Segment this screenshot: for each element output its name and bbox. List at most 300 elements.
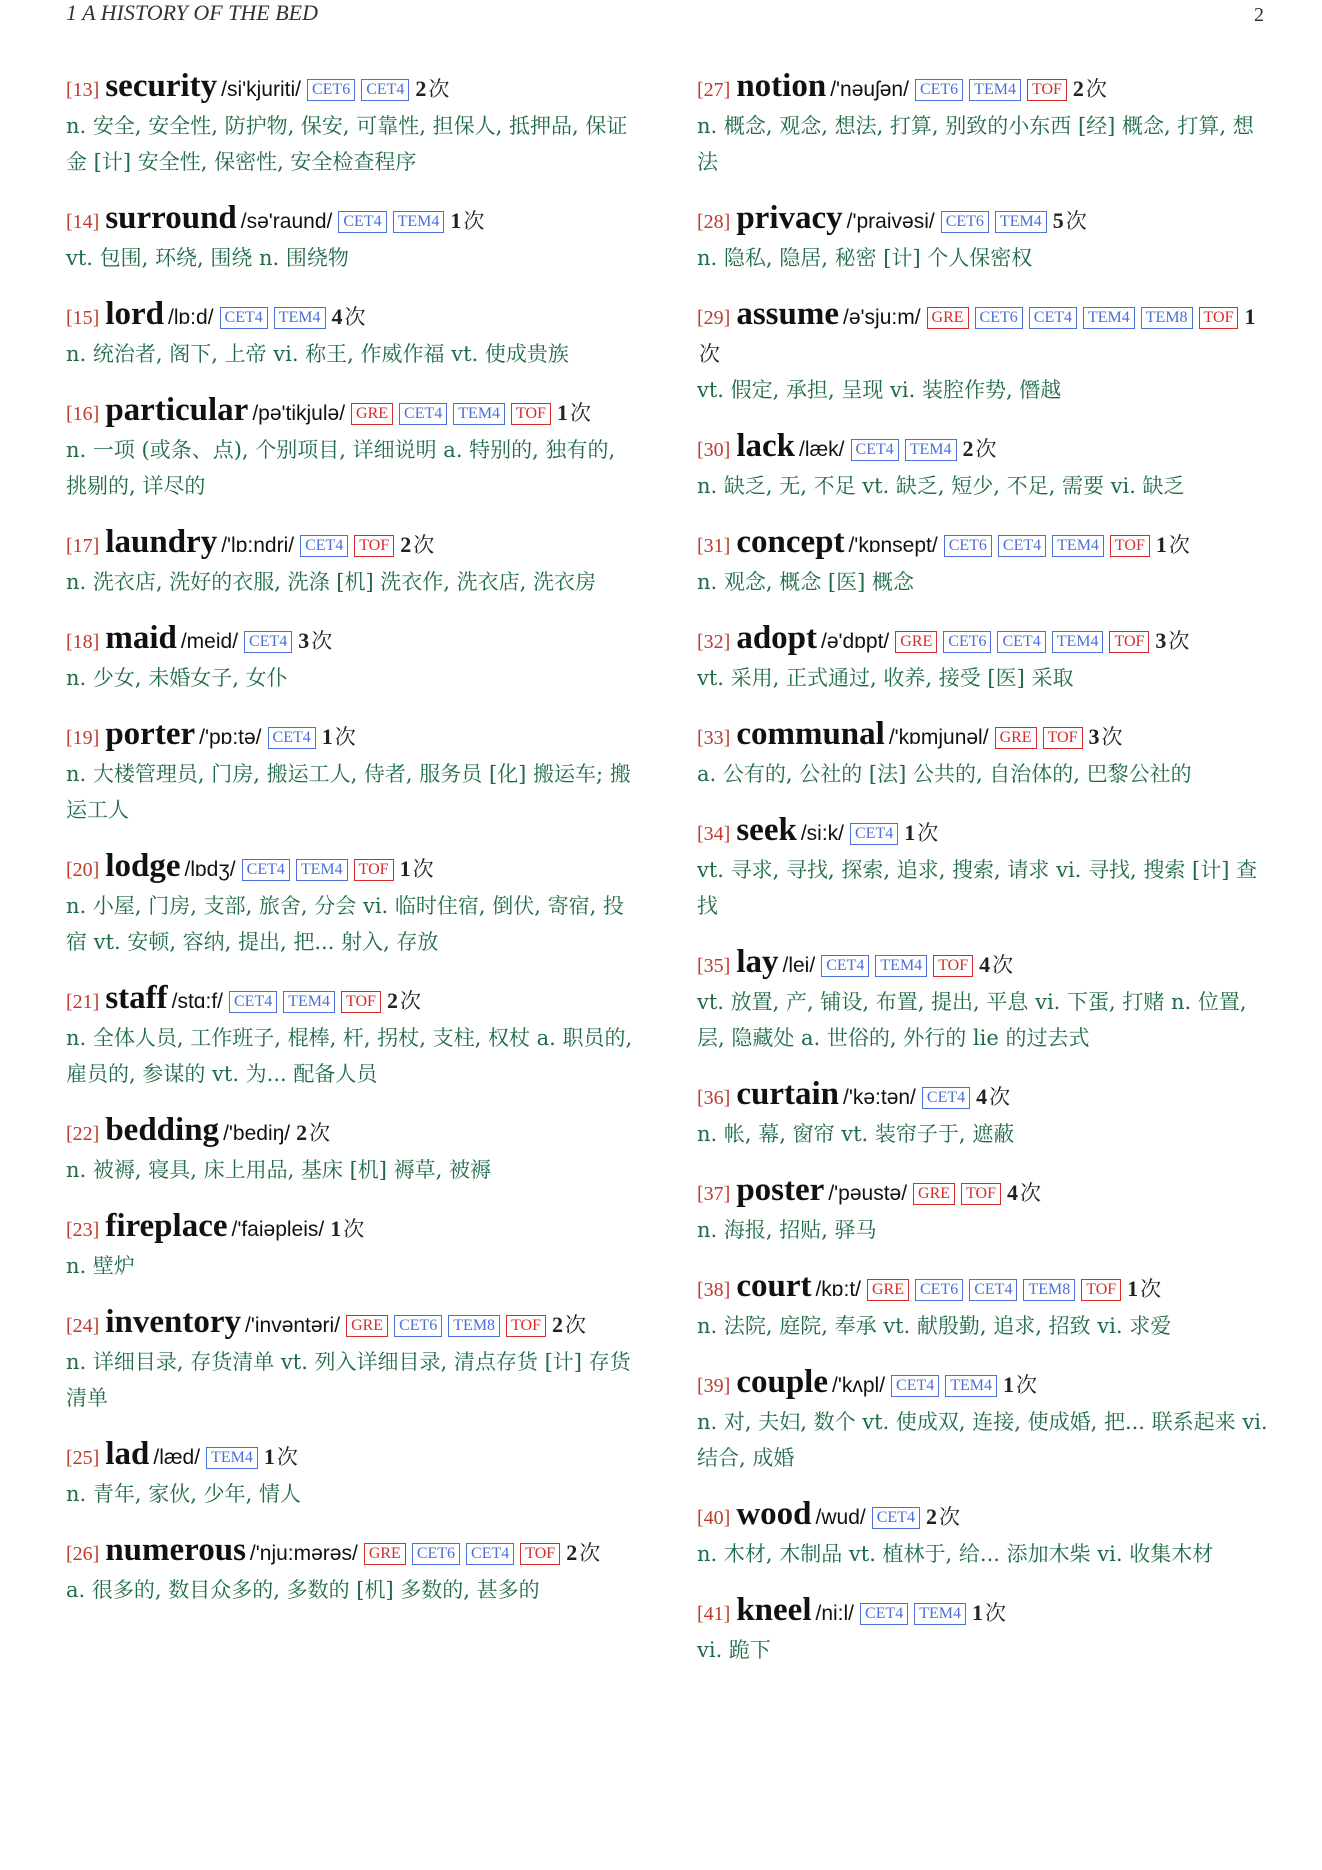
exam-tag: CET4 [399, 403, 447, 425]
vocab-entry [697, 1496, 1273, 1572]
headword: adopt [736, 620, 818, 656]
vocab-entry [697, 620, 1273, 696]
exam-tag: CET6 [915, 1279, 963, 1301]
headword: lodge [105, 848, 181, 884]
definition: vi. 跪下 [697, 1638, 771, 1662]
definition: n. 帐, 幕, 窗帘 vt. 装帘子于, 遮蔽 [697, 1122, 1015, 1146]
definition: n. 全体人员, 工作班子, 棍棒, 杆, 拐杖, 支柱, 权杖 a. 职员的, 雇员的, 参谋的 vt. 为... 配备人员 [66, 1026, 633, 1086]
exam-tag: CET4 [244, 631, 292, 653]
phonetic: /'nəuʃən/ [830, 78, 909, 101]
exam-tag: GRE [867, 1279, 909, 1301]
entry-headline [66, 1304, 638, 1344]
frequency-count: 1 [1127, 1276, 1139, 1301]
vocab-entry [697, 524, 1273, 600]
definition: vt. 放置, 产, 铺设, 布置, 提出, 平息 vi. 下蛋, 打赌 n. 位置, 层, 隐藏处 a. 世俗的, 外行的 lie 的过去式 [697, 990, 1247, 1050]
frequency-count: 1 [263, 1444, 275, 1469]
vocab-entry [697, 944, 1273, 1056]
exam-tag: TEM4 [945, 1375, 997, 1397]
frequency-unit: 次 [699, 342, 720, 366]
definition: n. 缺乏, 无, 不足 vt. 缺乏, 短少, 不足, 需要 vi. 缺乏 [697, 474, 1185, 498]
entry-headline [66, 200, 638, 240]
exam-tag: CET4 [220, 307, 268, 329]
phonetic: /lɒdʒ/ [184, 858, 236, 881]
entry-number: [40] [697, 1507, 731, 1529]
phonetic: /'pəustə/ [828, 1182, 908, 1205]
exam-tag: TEM8 [1023, 1279, 1075, 1301]
definition: n. 海报, 招贴, 驿马 [697, 1218, 877, 1242]
vocab-entry [697, 812, 1273, 924]
entry-headline [66, 68, 638, 108]
entry-number: [20] [66, 859, 100, 881]
entry-headline [697, 428, 1273, 468]
entry-number: [27] [697, 79, 731, 101]
entry-number: [35] [697, 955, 731, 977]
frequency-count: 2 [1072, 76, 1084, 101]
definition: n. 详细目录, 存货清单 vt. 列入详细目录, 清点存货 [计] 存货清单 [66, 1350, 631, 1410]
phonetic: /meid/ [180, 630, 239, 653]
frequency-unit: 次 [1101, 725, 1123, 749]
exam-tag: GRE [351, 403, 393, 425]
exam-tag: TOF [1081, 1279, 1121, 1301]
entry-headline [66, 1436, 638, 1476]
frequency-count: 3 [1155, 628, 1167, 653]
entry-number: [19] [66, 727, 100, 749]
exam-tag: GRE [346, 1315, 388, 1337]
entry-number: [31] [697, 535, 731, 557]
exam-tag: TOF [933, 955, 973, 977]
vocab-entry [697, 428, 1273, 504]
phonetic: /læd/ [153, 1446, 201, 1469]
entry-number: [36] [697, 1087, 731, 1109]
headword: assume [736, 296, 840, 332]
entry-number: [32] [697, 631, 731, 653]
frequency-unit: 次 [1085, 77, 1107, 101]
vocab-entry [66, 980, 638, 1092]
entry-number: [37] [697, 1183, 731, 1205]
phonetic: /'faiəpleis/ [231, 1218, 325, 1241]
phonetic: /'kʌpl/ [832, 1374, 886, 1397]
exam-tag: TOF [961, 1183, 1001, 1205]
frequency-unit: 次 [989, 1085, 1011, 1109]
exam-tag: TEM4 [875, 955, 927, 977]
entry-number: [38] [697, 1279, 731, 1301]
definition: n. 统治者, 阁下, 上帝 vi. 称王, 作威作福 vt. 使成贵族 [66, 342, 569, 366]
headword: wood [736, 1496, 812, 1532]
frequency-count: 2 [925, 1504, 937, 1529]
entry-number: [18] [66, 631, 100, 653]
frequency-count: 2 [296, 1120, 308, 1145]
headword: poster [736, 1172, 825, 1208]
entry-headline [697, 200, 1273, 240]
vocab-entry [697, 200, 1273, 276]
headword: court [736, 1268, 812, 1304]
phonetic: /'invəntəri/ [245, 1314, 341, 1337]
entry-number: [39] [697, 1375, 731, 1397]
entry-number: [23] [66, 1219, 100, 1241]
frequency-count: 2 [552, 1312, 563, 1337]
phonetic: /pə'tikjulə/ [252, 402, 346, 425]
exam-tag: TOF [511, 403, 551, 425]
headword: particular [105, 392, 249, 428]
exam-tag: CET4 [268, 727, 316, 749]
entry-number: [29] [697, 307, 731, 329]
definition: n. 洗衣店, 洗好的衣服, 洗涤 [机] 洗衣作, 洗衣店, 洗衣房 [66, 570, 597, 594]
entry-headline [66, 716, 638, 756]
frequency-count: 1 [904, 820, 916, 845]
entry-number: [22] [66, 1123, 100, 1145]
definition: n. 小屋, 门房, 支部, 旅舍, 分会 vi. 临时住宿, 倒伏, 寄宿, 投宿 vt. 安顿, 容纳, 提出, 把... 射入, 存放 [66, 894, 624, 954]
vocab-entry [66, 68, 638, 180]
exam-tag: TEM4 [453, 403, 505, 425]
frequency-count: 1 [1003, 1372, 1015, 1397]
headword: security [105, 68, 218, 104]
headword: notion [736, 68, 827, 104]
entry-headline [697, 812, 1273, 852]
exam-tag: CET4 [969, 1279, 1017, 1301]
headword: privacy [736, 200, 843, 236]
frequency-unit: 次 [343, 1217, 365, 1241]
entry-number: [25] [66, 1447, 100, 1469]
vocab-entry [697, 716, 1273, 792]
entry-headline [697, 1268, 1273, 1308]
exam-tag: TEM4 [1052, 535, 1104, 557]
frequency-unit: 次 [992, 953, 1014, 977]
frequency-count: 1 [450, 208, 462, 233]
entry-number: [21] [66, 991, 100, 1013]
frequency-unit: 次 [985, 1601, 1007, 1625]
phonetic: /kɒ:t/ [815, 1278, 861, 1301]
entry-headline [697, 1172, 1273, 1212]
exam-tag: TOF [1110, 535, 1150, 557]
frequency-unit: 次 [463, 209, 485, 233]
definition: n. 一项 (或条、点), 个别项目, 详细说明 a. 特别的, 独有的, 挑剔的, 详尽的 [66, 438, 616, 498]
headword: laundry [105, 524, 218, 560]
entry-headline [66, 1208, 638, 1248]
entry-headline [697, 620, 1273, 660]
phonetic: /lɒ:d/ [168, 306, 214, 329]
exam-tag: CET4 [860, 1603, 908, 1625]
exam-tag: CET4 [300, 535, 348, 557]
definition: n. 法院, 庭院, 奉承 vt. 献殷勤, 追求, 招致 vi. 求爱 [697, 1314, 1172, 1338]
vocab-entry [697, 1172, 1273, 1248]
definition: n. 被褥, 寝具, 床上用品, 基床 [机] 褥草, 被褥 [66, 1158, 492, 1182]
entry-headline [697, 1364, 1273, 1404]
vocab-entry [66, 1532, 638, 1608]
frequency-unit: 次 [1140, 1277, 1162, 1301]
headword: seek [736, 812, 797, 848]
headword: lord [105, 296, 164, 332]
frequency-unit: 次 [1168, 533, 1190, 557]
exam-tag: TEM4 [274, 307, 326, 329]
frequency-count: 1 [1155, 532, 1167, 557]
frequency-unit: 次 [276, 1445, 298, 1469]
frequency-unit: 次 [1016, 1373, 1038, 1397]
definition: vt. 寻求, 寻找, 探索, 追求, 搜索, 请求 vi. 寻找, 搜索 [计] 查找 [697, 858, 1258, 918]
definition: a. 公有的, 公社的 [法] 公共的, 自治体的, 巴黎公社的 [697, 762, 1192, 786]
frequency-unit: 次 [309, 1121, 331, 1145]
exam-tag: CET6 [412, 1543, 460, 1565]
frequency-unit: 次 [569, 401, 591, 425]
exam-tag: GRE [364, 1543, 406, 1565]
headword: lay [736, 944, 779, 980]
entry-number: [26] [66, 1543, 100, 1565]
frequency-count: 2 [386, 988, 398, 1013]
headword: concept [736, 524, 845, 560]
entry-headline [697, 716, 1273, 756]
frequency-count: 4 [976, 1084, 988, 1109]
exam-tag: CET6 [915, 79, 963, 101]
frequency-unit: 次 [412, 857, 434, 881]
exam-tag: TEM8 [1141, 307, 1193, 329]
frequency-count: 2 [415, 76, 427, 101]
exam-tag: CET6 [941, 211, 989, 233]
phonetic: /'bediŋ/ [223, 1122, 291, 1145]
phonetic: /læk/ [799, 438, 845, 461]
exam-tag: TEM4 [905, 439, 957, 461]
entry-headline [66, 980, 638, 1020]
frequency-count: 1 [330, 1216, 342, 1241]
phonetic: /lei/ [782, 954, 816, 977]
vocab-entry [66, 392, 638, 504]
exam-tag: CET4 [851, 439, 899, 461]
headword: inventory [105, 1304, 241, 1340]
phonetic: /ə'sju:m/ [843, 306, 921, 329]
frequency-unit: 次 [413, 533, 435, 557]
phonetic: /'praivəsi/ [846, 210, 935, 233]
entry-headline [697, 944, 1273, 984]
exam-tag: TEM4 [914, 1603, 966, 1625]
entry-headline [66, 620, 638, 660]
exam-tag: CET4 [361, 79, 409, 101]
frequency-unit: 次 [399, 989, 421, 1013]
definition: vt. 包围, 环绕, 围绕 n. 围绕物 [66, 246, 349, 270]
phonetic: /ni:l/ [815, 1602, 855, 1625]
definition: n. 观念, 概念 [医] 概念 [697, 570, 914, 594]
definition: a. 很多的, 数目众多的, 多数的 [机] 多数的, 甚多的 [66, 1578, 540, 1602]
exam-tag: GRE [927, 307, 969, 329]
exam-tag: CET4 [891, 1375, 939, 1397]
entry-number: [30] [697, 439, 731, 461]
phonetic: /stɑ:f/ [171, 990, 223, 1013]
vocab-entry [66, 1304, 638, 1416]
exam-tag: TEM4 [296, 859, 348, 881]
exam-tag: TEM4 [969, 79, 1021, 101]
frequency-count: 1 [972, 1600, 984, 1625]
frequency-unit: 次 [579, 1541, 601, 1565]
vocab-entry [66, 200, 638, 276]
exam-tag: CET4 [1029, 307, 1077, 329]
page-number: 2 [1254, 4, 1264, 26]
exam-tag: CET4 [466, 1543, 514, 1565]
frequency-unit: 次 [344, 305, 366, 329]
phonetic: /si'kjuriti/ [221, 78, 301, 101]
frequency-count: 1 [556, 400, 568, 425]
frequency-unit: 次 [428, 77, 450, 101]
definition: n. 壁炉 [66, 1254, 135, 1278]
frequency-count: 2 [400, 532, 412, 557]
entry-number: [28] [697, 211, 731, 233]
running-title: 1 A HISTORY OF THE BED [66, 0, 319, 25]
vocab-entry [697, 296, 1273, 408]
exam-tag: CET4 [922, 1087, 970, 1109]
headword: maid [105, 620, 177, 656]
frequency-count: 2 [566, 1540, 578, 1565]
definition: n. 安全, 安全性, 防护物, 保安, 可靠性, 担保人, 抵押品, 保证金 [计] 安全性, 保密性, 安全检查程序 [66, 114, 628, 174]
definition: n. 木材, 木制品 vt. 植林于, 给... 添加木柴 vi. 收集木材 [697, 1542, 1214, 1566]
frequency-count: 4 [979, 952, 991, 977]
exam-tag: CET4 [242, 859, 290, 881]
exam-tag: TEM8 [448, 1315, 500, 1337]
vocab-entry [697, 1364, 1273, 1476]
exam-tag: CET6 [943, 631, 991, 653]
exam-tag: CET4 [850, 823, 898, 845]
vocab-entry [66, 1208, 638, 1284]
headword: porter [105, 716, 196, 752]
frequency-count: 1 [1244, 304, 1256, 329]
exam-tag: TOF [1199, 307, 1239, 329]
vocab-entry [66, 848, 638, 960]
entry-number: [15] [66, 307, 100, 329]
frequency-unit: 次 [1168, 629, 1190, 653]
vocab-entry [697, 68, 1273, 180]
entry-number: [24] [66, 1315, 100, 1337]
phonetic: /'pɒ:tə/ [199, 726, 262, 749]
headword: lack [736, 428, 795, 464]
exam-tag: CET4 [997, 631, 1045, 653]
vocab-entry [66, 620, 638, 696]
definition: vt. 假定, 承担, 呈现 vi. 装腔作势, 僭越 [697, 378, 1062, 402]
entry-number: [13] [66, 79, 100, 101]
entry-headline [697, 296, 1273, 372]
phonetic: /'nju:mərəs/ [249, 1542, 358, 1565]
frequency-unit: 次 [311, 629, 333, 653]
entry-number: [34] [697, 823, 731, 845]
exam-tag: TOF [1043, 727, 1083, 749]
definition: n. 少女, 未婚女子, 女仆 [66, 666, 288, 690]
entry-headline [66, 296, 638, 336]
headword: surround [105, 200, 237, 236]
frequency-count: 1 [399, 856, 411, 881]
definition: n. 青年, 家伙, 少年, 情人 [66, 1482, 301, 1506]
exam-tag: TOF [354, 535, 394, 557]
phonetic: /'kɒnsept/ [848, 534, 938, 557]
exam-tag: GRE [913, 1183, 955, 1205]
entry-headline [697, 524, 1273, 564]
headword: couple [736, 1364, 828, 1400]
exam-tag: CET4 [338, 211, 386, 233]
exam-tag: TOF [520, 1543, 560, 1565]
exam-tag: CET6 [975, 307, 1023, 329]
entry-headline [66, 1532, 638, 1572]
headword: numerous [105, 1532, 246, 1568]
exam-tag: TEM4 [393, 211, 445, 233]
vocab-entry [66, 716, 638, 828]
exam-tag: TOF [1109, 631, 1149, 653]
frequency-count: 2 [962, 436, 974, 461]
frequency-count: 3 [1088, 724, 1100, 749]
exam-tag: CET6 [307, 79, 355, 101]
vocab-entry [697, 1076, 1273, 1152]
exam-tag: GRE [995, 727, 1037, 749]
phonetic: /ə'dɒpt/ [821, 630, 890, 653]
frequency-unit: 次 [1019, 1181, 1041, 1205]
definition: n. 概念, 观念, 想法, 打算, 别致的小东西 [经] 概念, 打算, 想法 [697, 114, 1254, 174]
entry-number: [17] [66, 535, 100, 557]
phonetic: /'kə:tən/ [843, 1086, 916, 1109]
headword: fireplace [105, 1208, 228, 1244]
frequency-count: 1 [321, 724, 333, 749]
frequency-unit: 次 [565, 1313, 586, 1337]
entry-headline [66, 848, 638, 888]
definition: vt. 采用, 正式通过, 收养, 接受 [医] 采取 [697, 666, 1074, 690]
frequency-unit: 次 [1065, 209, 1087, 233]
exam-tag: CET4 [998, 535, 1046, 557]
entry-headline [66, 1112, 638, 1152]
headword: curtain [736, 1076, 839, 1112]
phonetic: /'lɒ:ndri/ [221, 534, 295, 557]
exam-tag: CET6 [944, 535, 992, 557]
frequency-count: 4 [331, 304, 343, 329]
exam-tag: CET4 [229, 991, 277, 1013]
entry-headline [697, 1496, 1273, 1536]
frequency-count: 3 [298, 628, 310, 653]
vocab-entry [66, 1436, 638, 1512]
entry-headline [697, 68, 1273, 108]
headword: staff [105, 980, 168, 1016]
exam-tag: TEM4 [1052, 631, 1104, 653]
entry-number: [41] [697, 1603, 731, 1625]
entry-headline [66, 392, 638, 432]
right-column [697, 68, 1273, 1688]
vocab-entry [66, 524, 638, 600]
definition: n. 隐私, 隐居, 秘密 [计] 个人保密权 [697, 246, 1033, 270]
vocab-entry [66, 296, 638, 372]
entry-number: [33] [697, 727, 731, 749]
frequency-count: 4 [1006, 1180, 1018, 1205]
exam-tag: CET6 [394, 1315, 442, 1337]
phonetic: /si:k/ [800, 822, 844, 845]
exam-tag: GRE [895, 631, 937, 653]
exam-tag: TEM4 [1083, 307, 1135, 329]
definition: n. 对, 夫妇, 数个 vt. 使成双, 连接, 使成婚, 把... 联系起来 vi. 结合, 成婚 [697, 1410, 1268, 1470]
entry-headline [697, 1592, 1273, 1632]
headword: lad [105, 1436, 150, 1472]
definition: n. 大楼管理员, 门房, 搬运工人, 侍者, 服务员 [化] 搬运车; 搬运工人 [66, 762, 631, 822]
entry-headline [66, 524, 638, 564]
entry-number: [16] [66, 403, 100, 425]
phonetic: /wud/ [815, 1506, 866, 1529]
phonetic: /sə'raund/ [240, 210, 333, 233]
frequency-unit: 次 [917, 821, 939, 845]
entry-headline [697, 1076, 1273, 1116]
exam-tag: TOF [354, 859, 394, 881]
exam-tag: TEM4 [283, 991, 335, 1013]
vocab-entry [697, 1592, 1273, 1668]
exam-tag: TOF [506, 1315, 546, 1337]
frequency-count: 5 [1052, 208, 1064, 233]
frequency-unit: 次 [334, 725, 356, 749]
headword: bedding [105, 1112, 220, 1148]
exam-tag: TEM4 [206, 1447, 258, 1469]
exam-tag: TOF [1027, 79, 1067, 101]
entry-number: [14] [66, 211, 100, 233]
frequency-unit: 次 [975, 437, 997, 461]
vocab-entry [66, 1112, 638, 1188]
exam-tag: TOF [341, 991, 381, 1013]
vocab-entry [697, 1268, 1273, 1344]
page-header [66, 0, 1264, 28]
frequency-unit: 次 [938, 1505, 960, 1529]
